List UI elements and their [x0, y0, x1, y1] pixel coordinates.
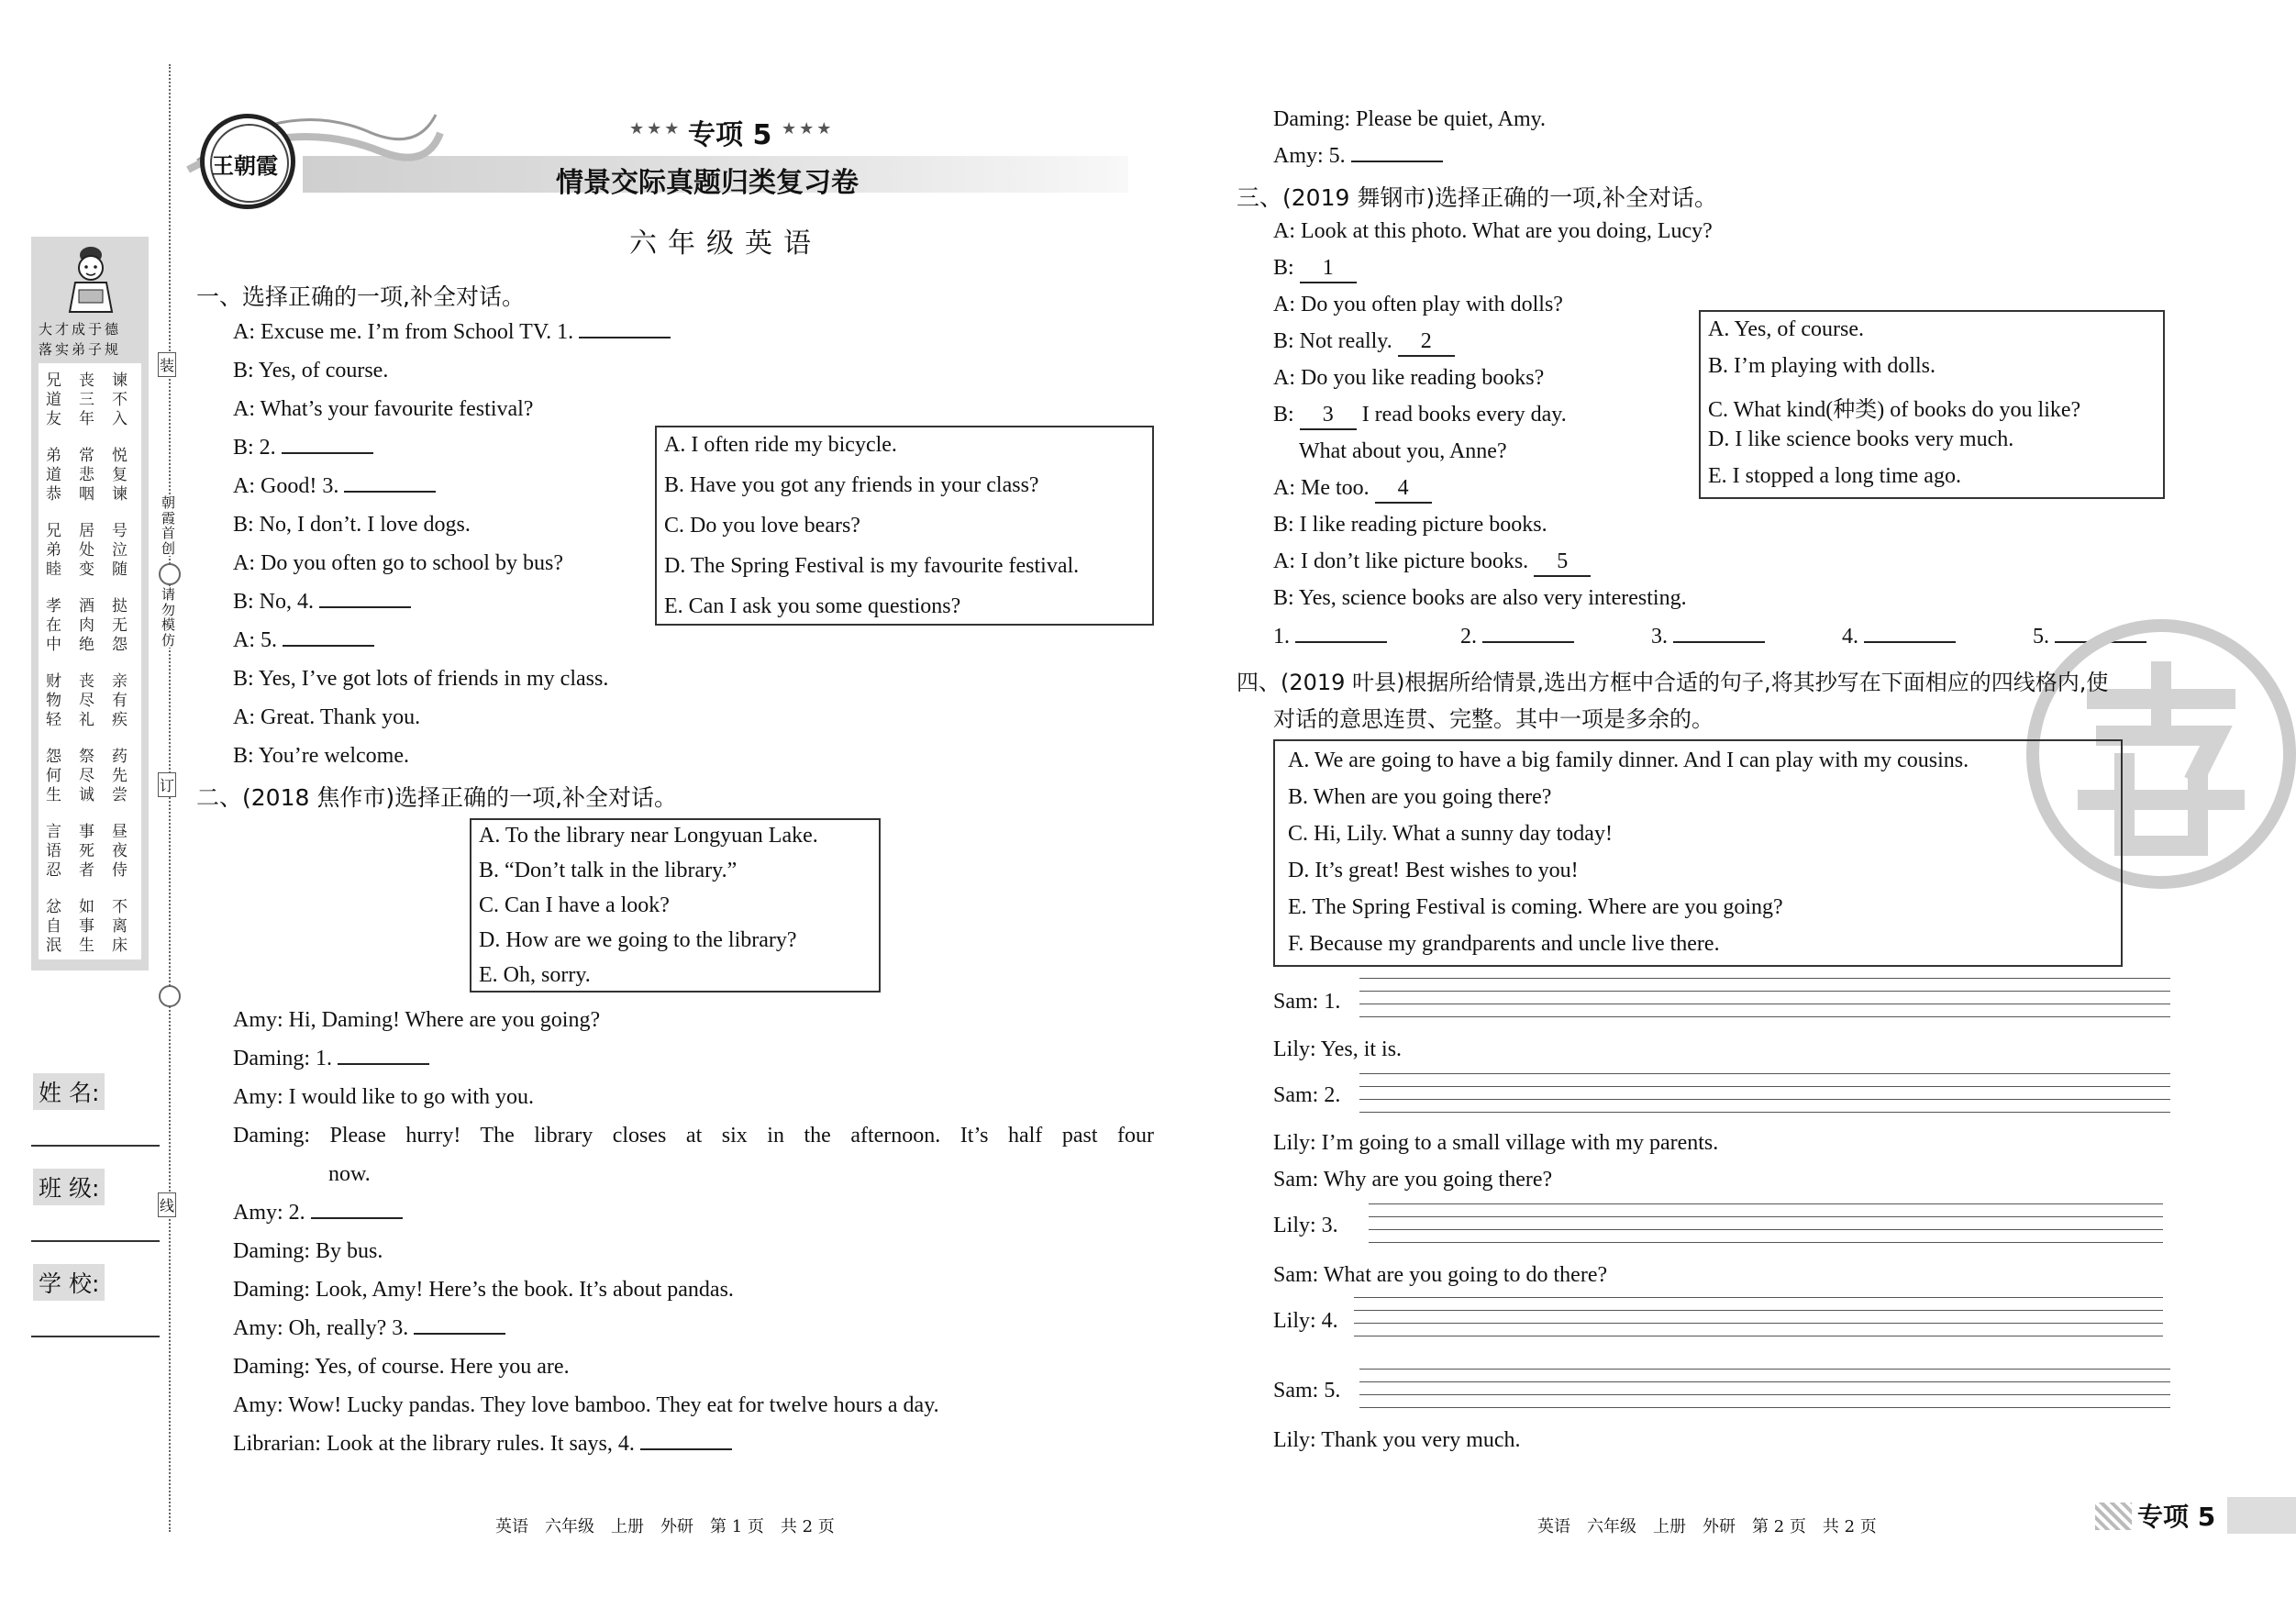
poem-char: 丧 [79, 372, 94, 390]
s1-line-4: B: 2. [233, 435, 373, 461]
poem-char: 物 [46, 692, 61, 710]
s1-option-c: C. Do you love bears? [664, 514, 860, 538]
poem-char: 死 [79, 842, 94, 860]
s1-line-1: A: Excuse me. I’m from School TV. 1. [233, 319, 671, 346]
s1-option-d: D. The Spring Festival is my favourite festival. [664, 554, 1080, 578]
s4-option-c: C. Hi, Lily. What a sunny day today! [1288, 822, 1613, 846]
poem-char: 事 [79, 917, 94, 936]
s3-option-e: E. I stopped a long time ago. [1708, 464, 1961, 488]
poem-char: 孝 [46, 597, 61, 616]
s4-option-b: B. When are you going there? [1288, 785, 1552, 809]
motto-line-2: 落实弟子规 [39, 341, 122, 358]
s4-option-e: E. The Spring Festival is coming. Where are you going? [1288, 895, 1783, 919]
s2-line-4: Daming: Please hurry! The library closes at six in the afternoon. It’s half past four [233, 1124, 1154, 1148]
poem-char: 侍 [112, 861, 128, 880]
logo-emblem [200, 114, 295, 209]
s4-option-f: F. Because my grandparents and uncle live there. [1288, 932, 1720, 956]
poem-char: 尝 [112, 786, 128, 804]
poem-char: 昼 [112, 823, 128, 841]
poem-char: 友 [46, 410, 61, 428]
poem-char: 随 [112, 560, 128, 579]
s3-line-11: B: Yes, science books are also very interesting. [1273, 586, 1687, 610]
binding-label-2: 朝霞首创 [161, 495, 178, 556]
s4-writing-lines-5[interactable] [1359, 1369, 2170, 1413]
poem-char: 号 [112, 522, 128, 540]
s3-option-b: B. I’m playing with dolls. [1708, 354, 1936, 378]
section4-heading-1: 四、(2019 叶县)根据所给情景,选出方框中合适的句子,将其抄写在下面相应的四线格内,使 [1237, 670, 2109, 695]
s3-option-a: A. Yes, of course. [1708, 317, 1864, 341]
poem-char: 变 [79, 560, 94, 579]
poem-char: 怨 [112, 636, 128, 654]
s4-writing-lines-2[interactable] [1359, 1073, 2170, 1117]
s2-line-6: Daming: By bus. [233, 1239, 383, 1263]
poem-char: 弟 [46, 447, 61, 465]
special-stars-left: ★★★ [629, 119, 682, 138]
s3-line-2: B: 1 [1273, 255, 1357, 283]
poem-char: 年 [79, 410, 94, 428]
poem-char: 轻 [46, 711, 61, 729]
poem-char: 离 [112, 917, 128, 936]
special-stars-right: ★★★ [782, 119, 835, 138]
poem-char: 祭 [79, 748, 94, 766]
s1-options-box [655, 426, 1154, 626]
poem-char: 睦 [46, 560, 61, 579]
s2-line-7: Daming: Look, Amy! Here’s the book. It’s about pandas. [233, 1278, 734, 1302]
s2-line-1: Amy: Hi, Daming! Where are you going? [233, 1008, 601, 1032]
s1-line-2: B: Yes, of course. [233, 359, 389, 383]
s3-line-3: A: Do you often play with dolls? [1273, 293, 1563, 316]
poem-char: 何 [46, 767, 61, 785]
s4-options-box [1273, 739, 2123, 967]
poem-char: 中 [46, 636, 61, 654]
poem-char: 自 [46, 917, 61, 936]
name-label: 姓 名: [33, 1073, 105, 1110]
s4-line-2: Lily: Yes, it is. [1273, 1037, 1403, 1061]
poem-char: 恭 [46, 485, 61, 504]
s2-line-5: Amy: 2. [233, 1200, 403, 1226]
poem-char: 言 [46, 823, 61, 841]
s1-line-5: A: Good! 3. [233, 473, 436, 500]
poem-char: 床 [112, 937, 128, 955]
s2-line-8: Amy: Oh, really? 3. [233, 1315, 505, 1342]
s1-option-b: B. Have you got any friends in your class? [664, 473, 1039, 497]
s4-line-1: Sam: 1. [1273, 990, 1341, 1014]
poem-char: 有 [112, 692, 128, 710]
poem-char: 入 [112, 410, 128, 428]
poem-char: 怨 [46, 748, 61, 766]
s1-option-a: A. I often ride my bicycle. [664, 433, 897, 457]
s1-line-6: B: No, I don’t. I love dogs. [233, 513, 471, 537]
page-title: 情景交际真题归类复习卷 [556, 167, 859, 199]
poem-text [39, 367, 141, 963]
poem-char: 尽 [79, 767, 94, 785]
name-field[interactable] [31, 1145, 160, 1147]
s4-line-7: Sam: What are you going to do there? [1273, 1263, 1608, 1287]
s4-line-10: Lily: Thank you very much. [1273, 1428, 1521, 1452]
s3-line-9: B: I like reading picture books. [1273, 513, 1547, 537]
binding-label-4: 订 [158, 772, 176, 797]
poem-char: 弟 [46, 541, 61, 560]
class-label: 班 级: [33, 1169, 105, 1205]
s2-option-c: C. Can I have a look? [479, 893, 670, 917]
s3-blank-2: 2 [1398, 328, 1455, 357]
poem-char: 在 [46, 616, 61, 635]
s2-line-3: Amy: I would like to go with you. [233, 1085, 534, 1109]
s3-answer-5: 5. [2033, 624, 2146, 650]
corner-label: 专项 5 [2137, 1502, 2216, 1532]
poem-char: 绝 [79, 636, 94, 654]
s3-option-d: D. I like science books very much. [1708, 427, 2014, 451]
poem-char: 礼 [79, 711, 94, 729]
s1-option-e: E. Can I ask you some questions? [664, 594, 961, 618]
s2-cont-line-1: Daming: Please be quiet, Amy. [1273, 107, 1547, 131]
s2-cont-line-2: Amy: 5. [1273, 143, 1443, 170]
poem-char: 酒 [79, 597, 94, 616]
poem-char: 挞 [112, 597, 128, 616]
binding-label-1: 装 [158, 352, 176, 377]
poem-char: 丧 [79, 672, 94, 691]
s4-option-a: A. We are going to have a big family dinner. And I can play with my cousins. [1288, 749, 1969, 772]
s1-line-12: B: You’re welcome. [233, 744, 409, 768]
section1-heading: 一、选择正确的一项,补全对话。 [196, 283, 525, 310]
poem-char: 亲 [112, 672, 128, 691]
binding-icon-1 [159, 563, 181, 585]
section4-heading-2: 对话的意思连贯、完整。其中一项是多余的。 [1273, 706, 1714, 732]
poem-char: 居 [79, 522, 94, 540]
s3-line-7: What about you, Anne? [1299, 439, 1507, 463]
poem-char: 咽 [79, 485, 94, 504]
poem-char: 先 [112, 767, 128, 785]
poem-char: 兄 [46, 522, 61, 540]
binding-line [169, 64, 171, 1532]
school-label: 学 校: [33, 1264, 105, 1301]
s4-line-8: Lily: 4. [1273, 1309, 1338, 1333]
poem-char: 生 [46, 786, 61, 804]
s4-option-d: D. It’s great! Best wishes to you! [1288, 859, 1579, 882]
s4-line-9: Sam: 5. [1273, 1379, 1341, 1403]
poem-char: 者 [79, 861, 94, 880]
s1-line-8: B: No, 4. [233, 589, 411, 616]
poem-char: 常 [79, 447, 94, 465]
page-subtitle: 六年级英语 [629, 227, 822, 260]
s3-line-8: A: Me too. 4 [1273, 475, 1432, 504]
poem-char: 疾 [112, 711, 128, 729]
s1-line-9: A: 5. [233, 627, 374, 654]
s2-line-10: Amy: Wow! Lucky pandas. They love bamboo. They eat for twelve hours a day. [233, 1393, 939, 1417]
poem-char: 兄 [46, 372, 61, 390]
poem-char: 语 [46, 842, 61, 860]
s3-options-box [1699, 310, 2165, 499]
poem-char: 谏 [112, 485, 128, 504]
poem-char: 财 [46, 672, 61, 691]
binding-label-5: 线 [158, 1192, 176, 1217]
poem-char: 如 [79, 898, 94, 916]
poem-char: 处 [79, 541, 94, 560]
s4-line-4: Lily: I’m going to a small village with my parents. [1273, 1131, 1719, 1155]
section3-heading: 三、(2019 舞钢市)选择正确的一项,补全对话。 [1237, 184, 1718, 211]
poem-char: 诚 [79, 786, 94, 804]
s3-answer-3: 3. [1651, 624, 1765, 650]
s2-line-9: Daming: Yes, of course. Here you are. [233, 1355, 570, 1379]
poem-char: 药 [112, 748, 128, 766]
s4-writing-lines-3[interactable] [1369, 1203, 2163, 1248]
poem-char: 泣 [112, 541, 128, 560]
poem-char: 忿 [46, 898, 61, 916]
s2-option-e: E. Oh, sorry. [479, 963, 591, 987]
s4-line-3: Sam: 2. [1273, 1083, 1341, 1107]
s4-line-6: Lily: 3. [1273, 1214, 1338, 1237]
s3-blank-4: 4 [1375, 475, 1432, 504]
s3-line-5: A: Do you like reading books? [1273, 366, 1545, 390]
s1-line-3: A: What’s your favourite festival? [233, 397, 534, 421]
poem-char: 谏 [112, 372, 128, 390]
binding-icon-2 [159, 985, 181, 1007]
student-cartoon-icon [62, 242, 119, 316]
motto-line-1: 大才成于德 [39, 321, 122, 338]
s1-line-10: B: Yes, I’ve got lots of friends in my class. [233, 667, 609, 691]
poem-char: 不 [112, 898, 128, 916]
poem-char: 悲 [79, 466, 94, 484]
corner-decoration [2095, 1503, 2132, 1530]
poem-char: 复 [112, 466, 128, 484]
footer-right: 英语 六年级 上册 外研 第 2 页 共 2 页 [1537, 1517, 1877, 1536]
logo-text: 王朝霞 [212, 152, 278, 179]
school-field[interactable] [31, 1336, 160, 1337]
s2-line-2: Daming: 1. [233, 1046, 429, 1072]
s2-option-a: A. To the library near Longyuan Lake. [479, 824, 818, 848]
s3-blank-3: 3 [1300, 402, 1357, 430]
poem-char: 肉 [79, 616, 94, 635]
poem-char: 生 [79, 937, 94, 955]
section2-heading: 二、(2018 焦作市)选择正确的一项,补全对话。 [196, 784, 678, 811]
s2-line-4-cont: now. [328, 1162, 371, 1186]
s2-options-box [470, 818, 881, 993]
s3-answer-4: 4. [1842, 624, 1956, 650]
poem-char: 尽 [79, 692, 94, 710]
s2-option-b: B. “Don’t talk in the library.” [479, 859, 738, 882]
poem-char: 事 [79, 823, 94, 841]
s3-answer-2: 2. [1460, 624, 1574, 650]
s4-writing-lines-1[interactable] [1359, 978, 2170, 1022]
poem-char: 道 [46, 391, 61, 409]
s3-blank-1: 1 [1300, 255, 1357, 283]
s4-writing-lines-4[interactable] [1354, 1297, 2163, 1341]
poem-char: 忍 [46, 861, 61, 880]
s1-line-11: A: Great. Thank you. [233, 705, 421, 729]
s2-option-d: D. How are we going to the library? [479, 928, 797, 952]
footer-left: 英语 六年级 上册 外研 第 1 页 共 2 页 [495, 1517, 835, 1536]
poem-char: 无 [112, 616, 128, 635]
poem-char: 泯 [46, 937, 61, 955]
binding-label-3: 请勿模仿 [161, 587, 178, 648]
class-field[interactable] [31, 1240, 160, 1242]
s2-line-11: Librarian: Look at the library rules. It says, 4. [233, 1431, 732, 1458]
poem-char: 不 [112, 391, 128, 409]
s3-blank-5: 5 [1534, 549, 1591, 577]
sidebar-poem-panel [31, 237, 149, 970]
poem-char: 夜 [112, 842, 128, 860]
poem-char: 三 [79, 391, 94, 409]
s4-line-5: Sam: Why are you going there? [1273, 1168, 1553, 1192]
poem-char: 悦 [112, 447, 128, 465]
s3-line-1: A: Look at this photo. What are you doing, Lucy? [1273, 219, 1713, 243]
s3-option-c: C. What kind(种类) of books do you like? [1708, 398, 2081, 422]
corner-bar [2227, 1497, 2296, 1534]
s3-line-4: B: Not really. 2 [1273, 328, 1455, 357]
s1-line-7: A: Do you often go to school by bus? [233, 551, 563, 575]
s3-answer-1: 1. [1273, 624, 1387, 650]
s3-line-10: A: I don’t like picture books. 5 [1273, 549, 1591, 577]
s3-line-6: B: 3 I read books every day. [1273, 402, 1567, 430]
special-label: 专项 5 [688, 119, 772, 151]
poem-char: 道 [46, 466, 61, 484]
